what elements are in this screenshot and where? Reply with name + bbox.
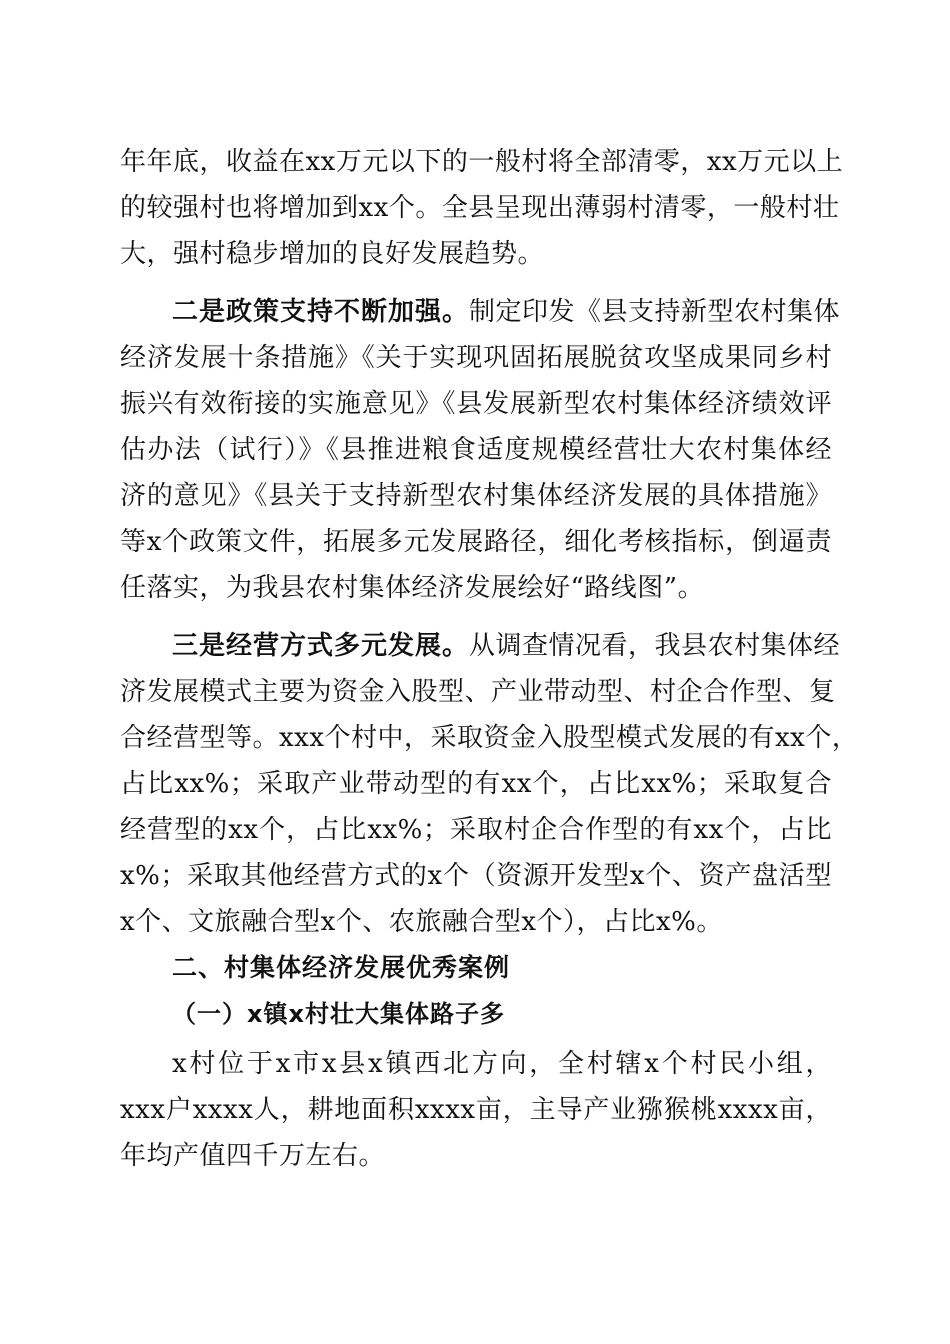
paragraph-line: 任落实，为我县农村集体经济发展绘好“路线图”。 xyxy=(120,573,705,603)
paragraph-line: 经营型的xx个，占比xx%；采取村企合作型的有xx个，占比 xyxy=(120,815,832,845)
paragraph-line: 合经营型等。xxx个村中，采取资金入股型模式发展的有xx个， xyxy=(120,723,859,753)
paragraph-line: 济发展模式主要为资金入股型、产业带动型、村企合作型、复 xyxy=(120,677,836,707)
paragraph-lead: 二是政策支持不断加强。 xyxy=(172,297,470,327)
paragraph-line: 年年底，收益在xx万元以下的一般村将全部清零，xx万元以上 xyxy=(120,147,844,177)
paragraph-lead: 三是经营方式多元发展。 xyxy=(172,631,470,661)
paragraph-4 xyxy=(120,1041,832,1179)
paragraph-1 xyxy=(120,139,844,277)
paragraph-line: 等x个政策文件，拓展多元发展路径，细化考核指标，倒逼责 xyxy=(120,527,832,557)
paragraph-line: 大，强村稳步增加的良好发展趋势。 xyxy=(120,239,545,269)
paragraph-line-first xyxy=(120,289,841,335)
section-heading: 二、村集体经济发展优秀案例 xyxy=(172,953,511,982)
paragraph-3 xyxy=(120,623,859,945)
paragraph-line: 估办法（试行）》《县推进粮食适度规模经营壮大农村集体经 xyxy=(120,435,832,465)
paragraph-line: x个、文旅融合型x个、农旅融合型x个），占比x%。 xyxy=(120,907,723,937)
paragraph-line: 振兴有效衔接的实施意见》《县发展新型农村集体经济绩效评 xyxy=(120,389,832,419)
paragraph-line-rest: 制定印发《县支持新型农村集体 xyxy=(469,297,841,327)
paragraph-line: 占比xx%；采取产业带动型的有xx个，占比xx%；采取复合 xyxy=(120,769,832,799)
paragraph-line: 经济发展十条措施》《关于实现巩固拓展脱贫攻坚成果同乡村 xyxy=(120,343,832,373)
paragraph-line: x%；采取其他经营方式的x个（资源开发型x个、资产盘活型 xyxy=(120,861,832,891)
paragraph-line: x村位于x市x县x镇西北方向，全村辖x个村民小组， xyxy=(172,1049,832,1079)
paragraph-line-first xyxy=(120,623,841,669)
paragraph-line: 的较强村也将增加到xx个。全县呈现出薄弱村清零，一般村壮 xyxy=(120,193,840,223)
sub-heading: （一）x镇x村壮大集体路子多 xyxy=(172,1000,505,1028)
paragraph-line: 济的意见》《县关于支持新型农村集体经济发展的具体措施》 xyxy=(120,481,832,511)
paragraph-line: xxx户xxxx人，耕地面积xxxx亩，主导产业猕猴桃xxxx亩， xyxy=(120,1095,832,1125)
paragraph-line-rest: 从调查情况看，我县农村集体经 xyxy=(469,631,841,661)
document-page xyxy=(120,139,859,1179)
paragraph-2 xyxy=(120,289,841,611)
paragraph-line: 年均产值四千万左右。 xyxy=(120,1141,386,1171)
